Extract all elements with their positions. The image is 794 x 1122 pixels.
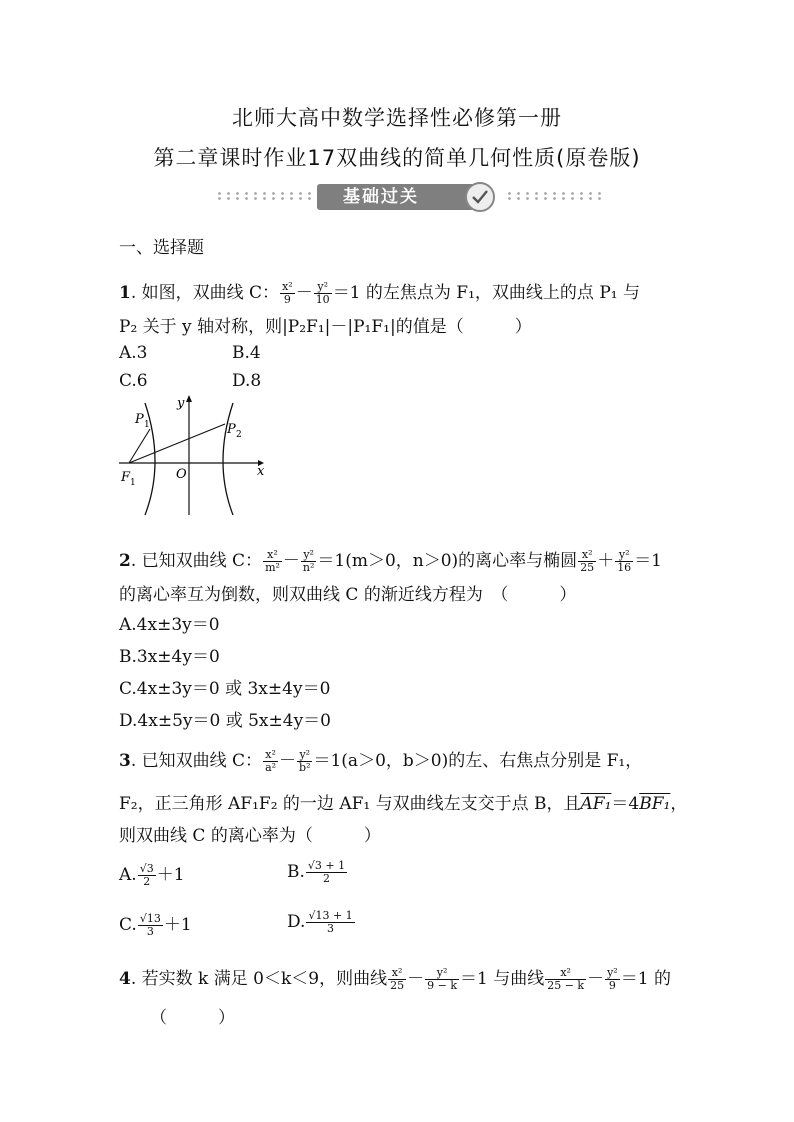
q1-frac-y: $\frac{\text{y²}}{10}$ xyxy=(315,280,330,306)
q1-option-c: C.6 xyxy=(119,371,148,391)
q3-text-a: . 已知双曲线 C： xyxy=(130,751,263,771)
right-branch xyxy=(223,403,233,515)
q3-frac-2: $\frac{\text{y²}}{\text{b²}}$ xyxy=(299,748,311,774)
q3-eq: ＝4 xyxy=(611,794,640,814)
q4-frac-2: $\frac{\text{y²}}{9 - k}$ xyxy=(427,966,457,992)
dotted-divider-left xyxy=(215,191,315,201)
label-origin: O xyxy=(176,467,187,482)
q2-text-c: ＝1 xyxy=(634,551,663,571)
q3-line-2 xyxy=(119,789,687,814)
q3-text-b: ＝1(a＞0，b＞0)的左、右焦点分别是 F₁， xyxy=(313,751,643,771)
label-f1-sub: 1 xyxy=(130,478,136,488)
q3-line-1: 3. 已知双曲线 C： $\frac{\text{x²}}{\text{a²}}$ － $\frac{\text{y²}}{\text{b²}}$ ＝1(a＞0，b＞0)的左、右焦点分别是 F₁， xyxy=(119,748,643,774)
q4-number: 4 xyxy=(119,969,131,989)
q3-number: 3 xyxy=(119,751,131,771)
q4-line-2: （ ） xyxy=(150,1008,235,1028)
q1-frac-x: $\frac{\text{x²}}{9}$ xyxy=(282,280,293,306)
q2-number: 2 xyxy=(119,551,131,571)
label-y: y xyxy=(177,396,185,411)
q2-option-b: B.3x±4y＝0 xyxy=(119,647,220,667)
q3-option-b: B. $\frac{√3 + 1}{2}$ xyxy=(287,859,346,885)
checkmark-badge-icon xyxy=(465,182,495,212)
q4-line-1: 4. 若实数 k 满足 0＜k＜9，则曲线 $\frac{\text{x²}}{25}$ － $\frac{\text{y²}}{9 - k}$ ＝1 与曲线 $\frac{\text{x²}}{25 - k}$ － $\frac{\text{y²}}{9}$ ＝1 的 xyxy=(119,966,671,992)
q1-option-d: D.8 xyxy=(232,371,262,391)
label-p1: P xyxy=(135,412,144,427)
q1-line-1: 1. 如图，双曲线 C： $\frac{\text{x²}}{9}$ － $\frac{\text{y²}}{10}$ ＝1 的左焦点为 F₁，双曲线上的点 P₁ 与 xyxy=(119,280,640,306)
title-line-2: 第二章课时作业17双曲线的简单几何性质(原卷版) xyxy=(153,146,641,170)
q3-option-d: D. $\frac{√13 + 1}{3}$ xyxy=(287,909,353,935)
q2-frac-1: $\frac{\text{x²}}{\text{m²}}$ xyxy=(265,548,280,574)
q3-vector-bf1: BF₁ xyxy=(639,794,671,814)
dotted-divider-right xyxy=(505,191,605,201)
label-f1: F xyxy=(121,470,131,485)
q1-text-a: . 如图，双曲线 C： xyxy=(130,283,280,303)
q2-line-1: 2. 已知双曲线 C： $\frac{\text{x²}}{\text{m²}}$ － $\frac{\text{y²}}{\text{n²}}$ ＝1(m＞0，n＞0)的离心率与椭圆 $\frac{\text{x²}}{25}$ ＋ $\frac{\text{y²}}{16}$ ＝1 xyxy=(119,548,663,574)
q2-text-b: ＝1(m＞0，n＞0)的离心率与椭圆 xyxy=(317,551,578,571)
q4-frac-1: $\frac{\text{x²}}{25}$ xyxy=(390,966,405,992)
q1-text-b: ＝1 的左焦点为 F₁，双曲线上的点 P₁ 与 xyxy=(332,283,640,303)
q3-option-a: A. $\frac{√3}{2}$ ＋1 xyxy=(119,862,185,888)
q2-frac-3: $\frac{\text{x²}}{25}$ xyxy=(580,548,595,574)
q4-frac-3: $\frac{\text{x²}}{25 - k}$ xyxy=(547,966,585,992)
segment-p1f1 xyxy=(129,429,150,463)
q2-text-a: . 已知双曲线 C： xyxy=(130,551,263,571)
section-banner xyxy=(215,184,595,212)
q2-frac-2: $\frac{\text{y²}}{\text{n²}}$ xyxy=(302,548,315,574)
y-axis-arrow xyxy=(186,395,192,402)
q4-frac-4: $\frac{\text{y²}}{9}$ xyxy=(607,966,618,992)
q3-vector-af1: AF₁ xyxy=(580,794,612,814)
label-x: x xyxy=(257,464,265,479)
q1-hyperbola-figure xyxy=(117,393,267,518)
q1-line-2: P₂ 关于 y 轴对称，则|P₂F₁|－|P₁F₁|的值是（ ） xyxy=(119,317,532,337)
q3-text-line2: F₂，正三角形 AF₁F₂ 的一边 AF₁ 与双曲线左支交于点 B，且 xyxy=(119,794,581,814)
q1-option-b: B.4 xyxy=(232,343,261,363)
q1-number: 1 xyxy=(119,283,131,303)
label-p2-sub: 2 xyxy=(236,430,242,440)
q2-option-a: A.4x±3y＝0 xyxy=(119,615,220,635)
title-line-1: 北师大高中数学选择性必修第一册 xyxy=(232,106,562,130)
q4-text-b: ＝1 与曲线 xyxy=(459,969,545,989)
q3-option-c: C. $\frac{√13}{3}$ ＋1 xyxy=(119,912,192,938)
q3-line-3: 则双曲线 C 的离心率为（ ） xyxy=(119,826,381,846)
q4-text-c: ＝1 的 xyxy=(620,969,671,989)
banner-label: 基础过关 xyxy=(317,184,489,210)
q3-frac-1: $\frac{\text{x²}}{\text{a²}}$ xyxy=(265,748,277,774)
label-p1-sub: 1 xyxy=(144,420,150,430)
q3-end: ， xyxy=(670,794,688,814)
section-heading: 一、选择题 xyxy=(119,238,204,258)
q2-line-2: 的离心率互为倒数，则双曲线 C 的渐近线方程为 （ ） xyxy=(119,585,577,605)
q2-option-d: D.4x±5y＝0 或 5x±4y＝0 xyxy=(119,711,332,731)
q1-option-a: A.3 xyxy=(119,343,148,363)
q4-text-a: . 若实数 k 满足 0＜k＜9，则曲线 xyxy=(130,969,388,989)
q2-frac-4: $\frac{\text{y²}}{16}$ xyxy=(617,548,632,574)
label-p2: P xyxy=(227,422,236,437)
q2-option-c: C.4x±3y＝0 或 3x±4y＝0 xyxy=(119,679,331,699)
